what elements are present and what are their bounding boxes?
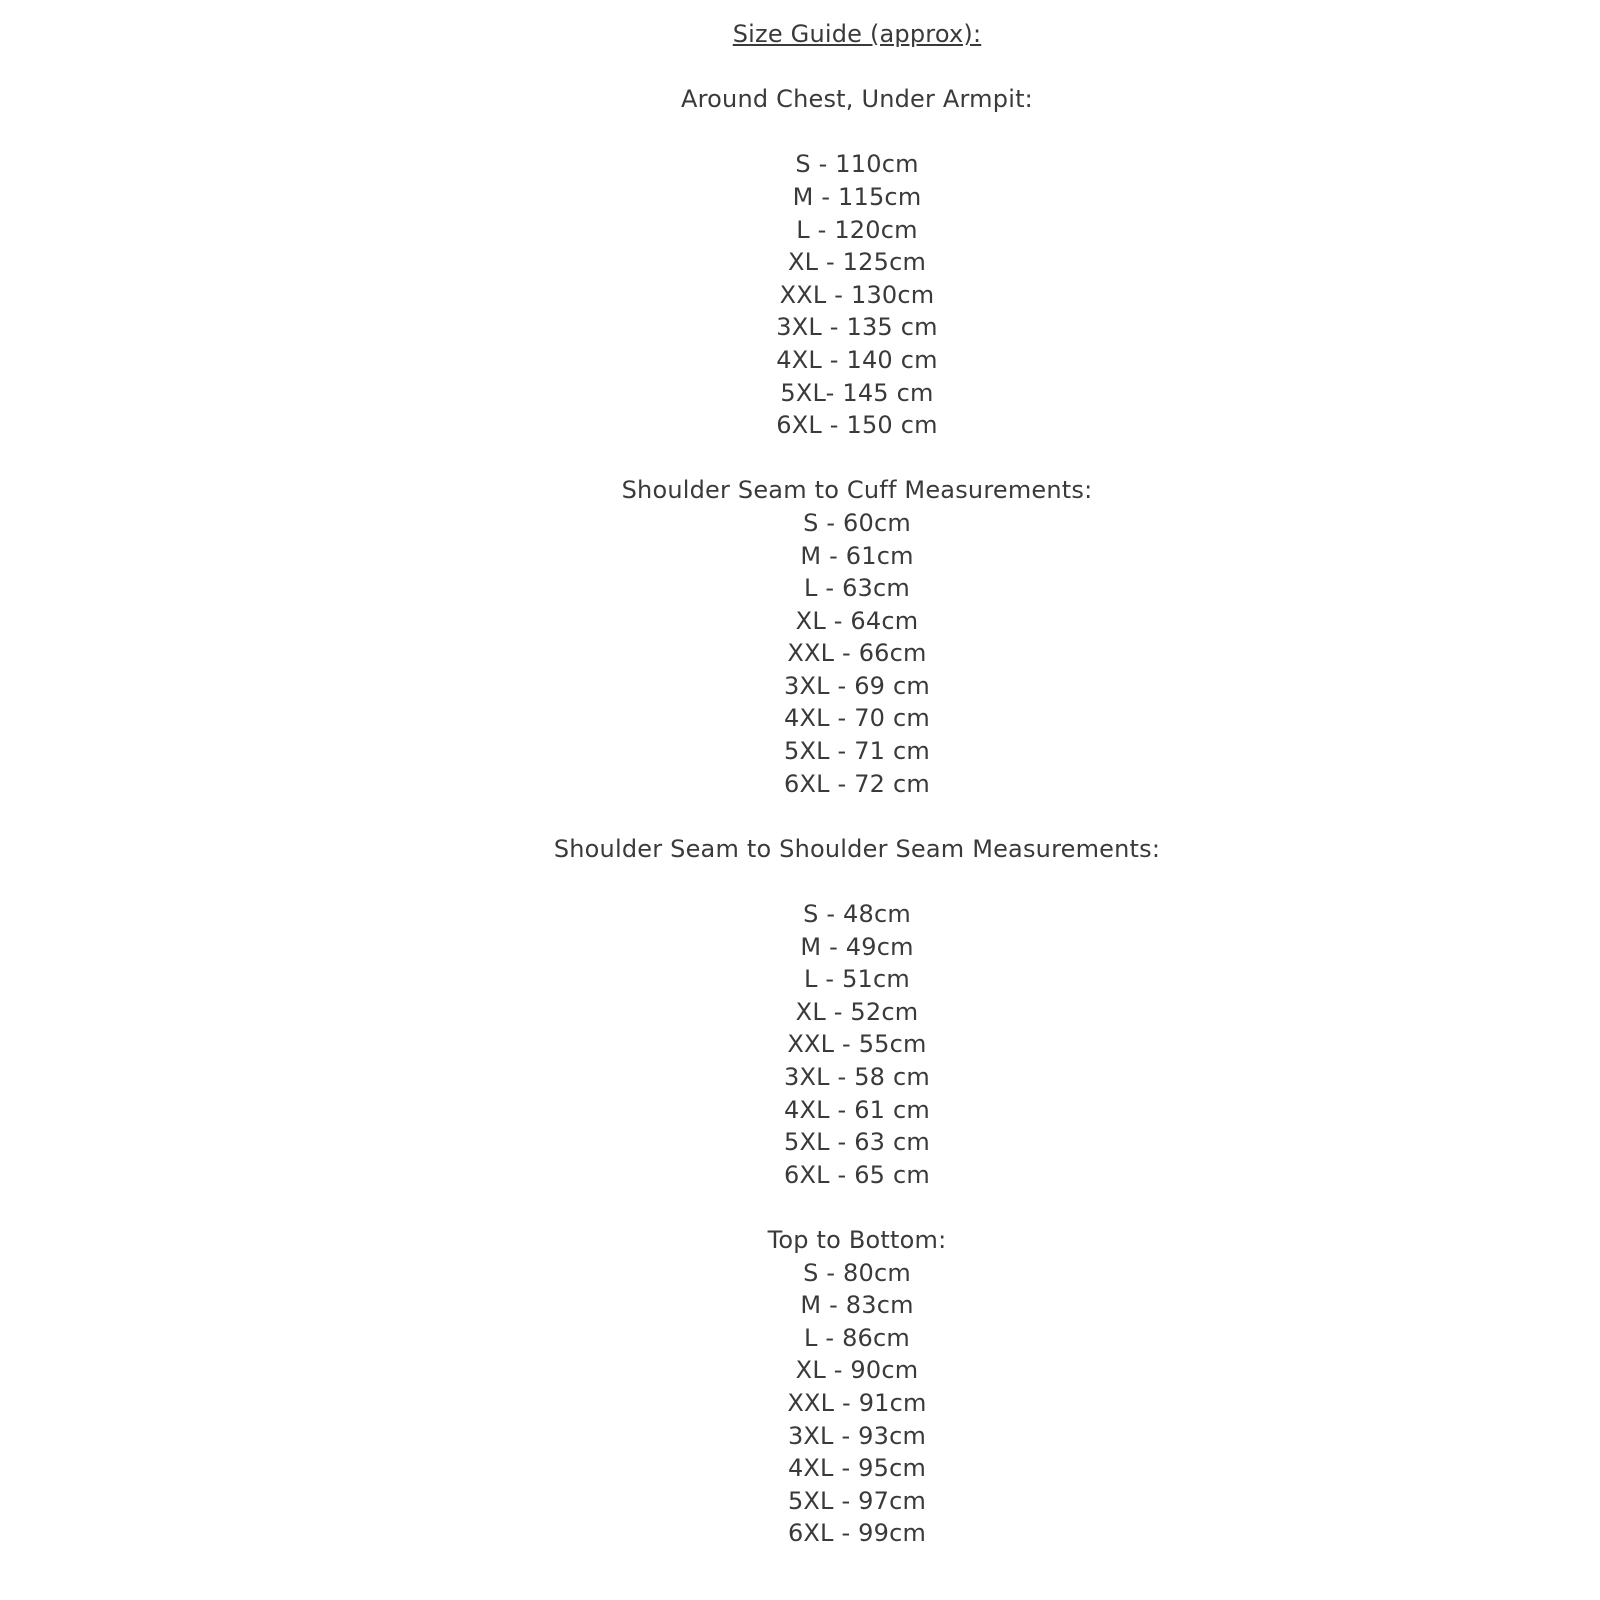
size-row: 4XL - 70 cm [784, 704, 930, 733]
size-row: XL - 90cm [795, 1356, 919, 1385]
section-heading: Shoulder Seam to Shoulder Seam Measurements: [553, 834, 1161, 863]
size-row: 3XL - 135 cm [776, 313, 938, 342]
size-row: 6XL - 99cm [787, 1519, 927, 1548]
size-row: XXL - 130cm [779, 280, 935, 309]
size-row: 5XL - 63 cm [784, 1128, 930, 1157]
section-heading: Shoulder Seam to Cuff Measurements: [621, 476, 1093, 505]
size-row: 5XL- 145 cm [780, 378, 934, 407]
size-row: 6XL - 150 cm [776, 411, 938, 440]
size-row: XL - 52cm [795, 997, 919, 1026]
size-row: 6XL - 72 cm [784, 769, 930, 798]
size-row: 5XL - 71 cm [784, 737, 930, 766]
section-heading: Around Chest, Under Armpit: [681, 85, 1033, 114]
size-row: XXL - 91cm [787, 1388, 927, 1417]
size-row: 4XL - 61 cm [784, 1095, 930, 1124]
blank-line [114, 442, 1600, 475]
size-row: 3XL - 93cm [787, 1421, 927, 1450]
section-heading: Top to Bottom: [767, 1225, 947, 1254]
size-row: S - 48cm [803, 900, 911, 929]
size-guide-sections [114, 83, 1600, 1550]
size-row: XL - 64cm [795, 606, 919, 635]
size-row: 4XL - 140 cm [776, 345, 938, 374]
size-row: S - 80cm [803, 1258, 911, 1287]
blank-line [114, 800, 1600, 833]
blank-line [114, 865, 1600, 898]
size-row: S - 60cm [803, 508, 911, 537]
blank-line [114, 51, 1600, 84]
size-row: 3XL - 69 cm [784, 671, 930, 700]
size-row: M - 83cm [800, 1291, 914, 1320]
size-row: M - 61cm [800, 541, 914, 570]
size-row: M - 115cm [792, 182, 922, 211]
blank-line [114, 116, 1600, 149]
size-row: 3XL - 58 cm [784, 1063, 930, 1091]
size-row: L - 120cm [796, 215, 918, 244]
size-row: L - 51cm [803, 965, 910, 994]
size-row: 5XL - 97cm [787, 1486, 927, 1515]
size-row: XL - 125cm [787, 248, 927, 277]
blank-line [114, 1191, 1600, 1224]
size-row: S - 110cm [795, 150, 919, 179]
size-row: L - 86cm [803, 1323, 910, 1352]
page-title: Size Guide (approx): [732, 20, 982, 48]
size-row: 6XL - 65 cm [784, 1160, 930, 1189]
size-row: L - 63cm [803, 574, 910, 603]
size-row: XXL - 66cm [787, 639, 927, 668]
size-row: 4XL - 95cm [787, 1454, 927, 1483]
size-row: XXL - 55cm [787, 1030, 927, 1059]
size-row: M - 49cm [800, 932, 914, 961]
